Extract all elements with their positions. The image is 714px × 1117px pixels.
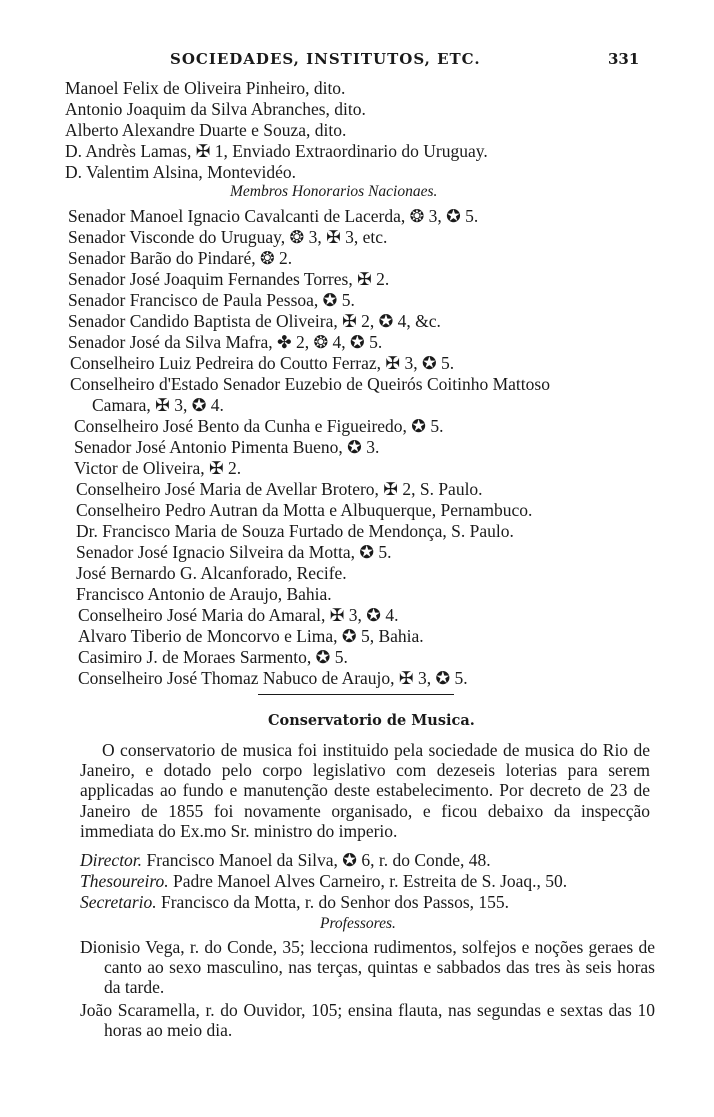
officer-text: Padre Manoel Alves Carneiro, r. Estreita de S. Joaq., 50. <box>173 871 568 891</box>
professor-entry: Dionisio Vega, r. do Conde, 35; lecciona rudimentos, solfejos e noções geraes de canto ao sexo masculino, nas terças, quintas e sabbados das tres às seis horas da tarde. <box>80 937 655 997</box>
officer-role: Director. <box>80 850 143 870</box>
list-item: Senador Manoel Ignacio Cavalcanti de Lacerda, ❂ 3, ✪ 5. <box>68 206 479 226</box>
officer-text: Francisco Manoel da Silva, ✪ 6, r. do Conde, 48. <box>146 850 491 870</box>
officer-entry <box>80 892 650 912</box>
list-item: Conselheiro José Bento da Cunha e Figueiredo, ✪ 5. <box>74 416 444 436</box>
list-item: Senador Francisco de Paula Pessoa, ✪ 5. <box>68 290 355 310</box>
list-item: Conselheiro Pedro Autran da Motta e Albuquerque, Pernambuco. <box>76 500 533 520</box>
list-item: Casimiro J. de Moraes Sarmento, ✪ 5. <box>78 647 348 667</box>
list-item: Francisco Antonio de Araujo, Bahia. <box>76 584 332 604</box>
officer-text: Francisco da Motta, r. do Senhor dos Passos, 155. <box>161 892 510 912</box>
professor-entry: João Scaramella, r. do Ouvidor, 105; ensina flauta, nas segundas e sextas das 10 horas ao meio dia. <box>80 1000 655 1040</box>
list-item: Conselheiro José Maria do Amaral, ✠ 3, ✪ 4. <box>78 605 399 625</box>
list-item: Senador José Antonio Pimenta Bueno, ✪ 3. <box>74 437 380 457</box>
list-item: Dr. Francisco Maria de Souza Furtado de Mendonça, S. Paulo. <box>76 521 514 541</box>
list-item: Senador José Ignacio Silveira da Motta, ✪ 5. <box>76 542 392 562</box>
list-item: Conselheiro d'Estado Senador Euzebio de Queirós Coitinho Mattoso <box>70 374 550 394</box>
list-item: Victor de Oliveira, ✠ 2. <box>74 458 242 478</box>
list-item: Alberto Alexandre Duarte e Souza, dito. <box>65 120 347 140</box>
honorary-heading: Membros Honorarios Nacionaes. <box>230 183 438 200</box>
list-item: Senador José da Silva Mafra, ✤ 2, ❂ 4, ✪ 5. <box>68 332 383 352</box>
section-divider <box>258 694 454 695</box>
list-item: Alvaro Tiberio de Moncorvo e Lima, ✪ 5, Bahia. <box>78 626 424 646</box>
list-item: Manoel Felix de Oliveira Pinheiro, dito. <box>65 78 346 98</box>
list-item: Senador Barão do Pindaré, ❂ 2. <box>68 248 293 268</box>
list-item: Senador Candido Baptista de Oliveira, ✠ 2, ✪ 4, &c. <box>68 311 441 331</box>
officer-entry <box>80 850 650 870</box>
running-title: SOCIEDADES, INSTITUTOS, ETC. <box>170 50 481 68</box>
list-item: Senador José Joaquim Fernandes Torres, ✠ 2. <box>68 269 390 289</box>
professors-heading: Professores. <box>320 915 396 932</box>
page-header <box>0 50 714 74</box>
list-item: D. Andrès Lamas, ✠ 1, Enviado Extraordinario do Uruguay. <box>65 141 488 161</box>
section-paragraph: O conservatorio de musica foi instituido pela sociedade de musica do Rio de Janeiro, e dotado pelo corpo legislativo com dezeseis loterias para serem applicadas ao fundo e manutenção deste estabelecimento. Por decreto de 23 de Janeiro de 1855 foi novamente organisado, e ficou debaixo da inspecção immediata do Ex.mo Sr. ministro do imperio. <box>80 740 650 841</box>
list-item: Senador Visconde do Uruguay, ❂ 3, ✠ 3, etc. <box>68 227 388 247</box>
list-item: Conselheiro José Thomaz Nabuco de Araujo, ✠ 3, ✪ 5. <box>78 668 468 688</box>
officer-role: Thesoureiro. <box>80 871 169 891</box>
list-item: Antonio Joaquim da Silva Abranches, dito. <box>65 99 366 119</box>
list-item: Conselheiro José Maria de Avellar Brotero, ✠ 2, S. Paulo. <box>76 479 483 499</box>
list-item: Conselheiro Luiz Pedreira do Coutto Ferraz, ✠ 3, ✪ 5. <box>70 353 455 373</box>
list-item: D. Valentim Alsina, Montevidéo. <box>65 162 297 182</box>
list-item: Camara, ✠ 3, ✪ 4. <box>92 395 224 415</box>
list-item: José Bernardo G. Alcanforado, Recife. <box>76 563 347 583</box>
section-title: Conservatorio de Musica. <box>268 712 475 729</box>
officer-entry <box>80 871 650 891</box>
page-number: 331 <box>608 50 640 68</box>
officer-role: Secretario. <box>80 892 157 912</box>
